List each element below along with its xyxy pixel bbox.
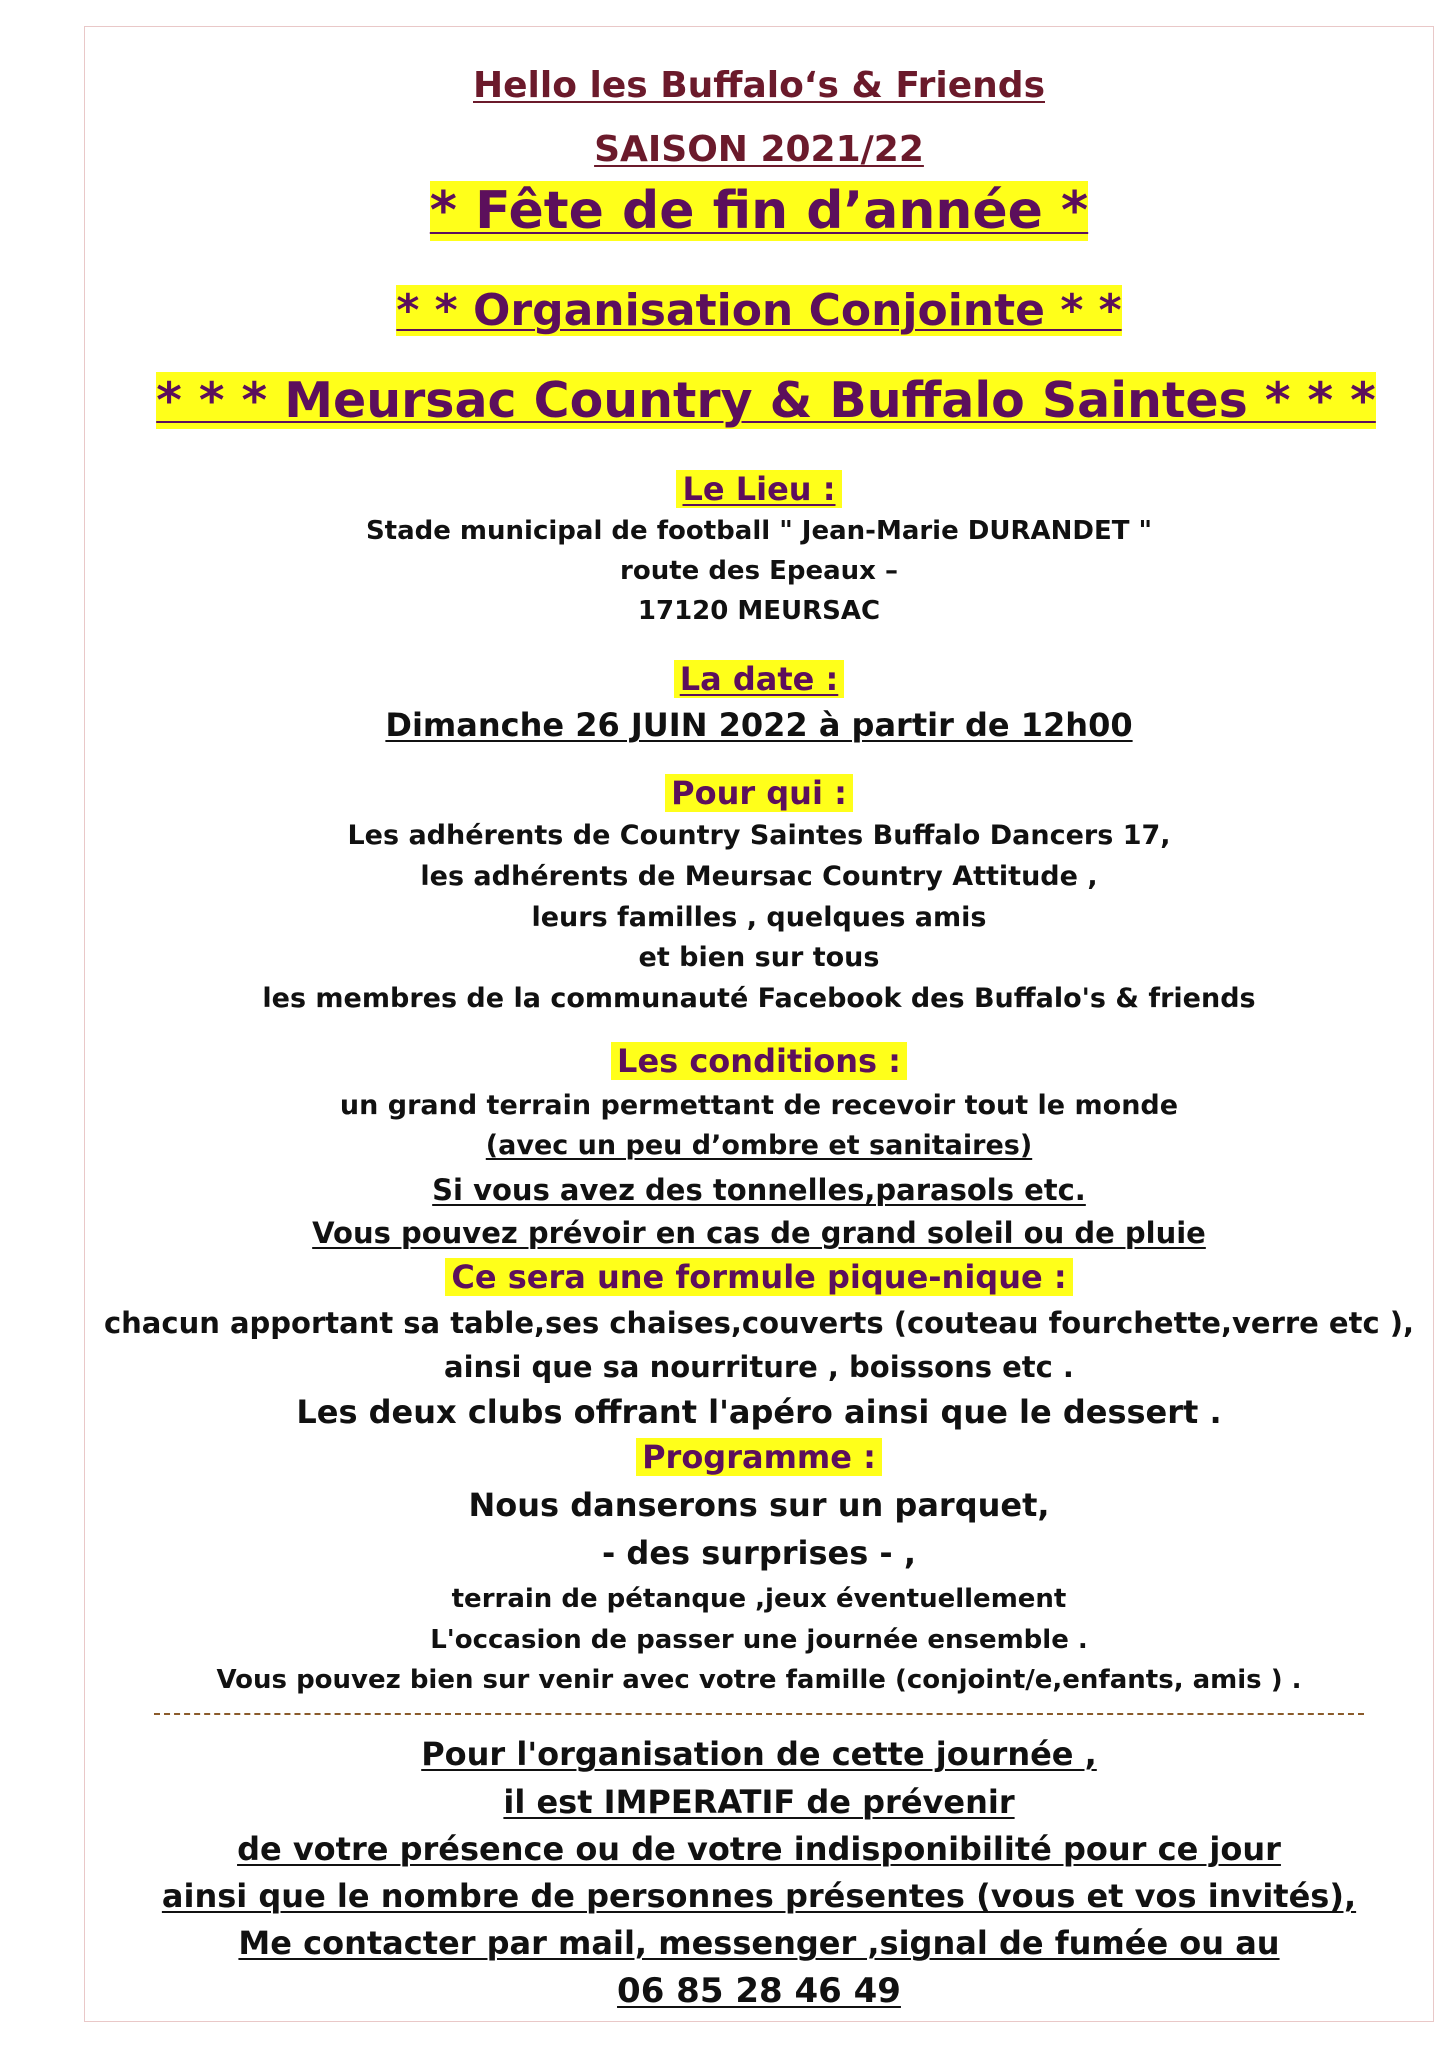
pourqui-line: Les adhérents de Country Saintes Buffalo Dancers 17, <box>347 820 1171 851</box>
pourqui-line: les adhérents de Meursac Country Attitude , <box>420 861 1098 892</box>
conditions-line-4: Vous pouvez prévoir en cas de grand soleil ou de pluie <box>312 1216 1206 1250</box>
phone-number: 06 85 28 46 49 <box>617 1971 901 2011</box>
conditions-line-7: Les deux clubs offrant l'apéro ainsi que le dessert . <box>296 1393 1222 1431</box>
section-pourqui-label: Pour qui : <box>665 774 853 812</box>
pourqui-line: leurs familles , quelques amis <box>531 902 987 933</box>
organisation-title: * * Organisation Conjointe * * <box>396 285 1122 336</box>
season-text: SAISON 2021/22 <box>594 129 924 170</box>
date-value: Dimanche 26 JUIN 2022 à partir de 12h00 <box>385 706 1133 744</box>
pourqui-line: les membres de la communauté Facebook des Buffalo's & friends <box>262 983 1256 1014</box>
conditions-line-1: un grand terrain permettant de recevoir tout le monde <box>339 1090 1179 1121</box>
programme-line-1: Nous danserons sur un parquet, <box>468 1486 1050 1524</box>
section-date-label: La date : <box>674 660 845 698</box>
conditions-line-5: chacun apportant sa table,ses chaises,couverts (couteau fourchette,verre etc ), <box>103 1306 1415 1340</box>
footer-line-5: Me contacter par mail, messenger ,signal de fumée ou au <box>238 1924 1280 1962</box>
lieu-line-2: route des Epeaux – <box>620 556 898 586</box>
conditions-line-3: Si vous avez des tonnelles,parasols etc. <box>432 1173 1086 1207</box>
programme-line-5: Vous pouvez bien sur venir avec votre famille (conjoint/e,enfants, amis ) . <box>216 1665 1302 1695</box>
footer-line-3: de votre présence ou de votre indisponibilité pour ce jour <box>237 1830 1281 1868</box>
greeting-text: Hello les Buffalo‘s & Friends <box>473 65 1045 106</box>
section-programme-label: Programme : <box>636 1438 882 1476</box>
party-title: * Fête de fin d’année * <box>429 181 1089 241</box>
section-conditions-label: Les conditions : <box>611 1042 907 1080</box>
conditions-line-6: ainsi que sa nourriture , boissons etc . <box>444 1350 1074 1384</box>
programme-line-4: L'occasion de passer une journée ensemble . <box>430 1625 1088 1655</box>
footer-line-2: il est IMPERATIF de prévenir <box>503 1783 1015 1821</box>
section-lieu-label: Le Lieu : <box>676 470 841 508</box>
formule-label: Ce sera une formule pique-nique : <box>445 1258 1072 1296</box>
conditions-line-2: (avec un peu d’ombre et sanitaires) <box>485 1130 1033 1161</box>
programme-line-2: - des surprises - , <box>602 1534 916 1572</box>
clubs-title: * * * Meursac Country & Buffalo Saintes * * * <box>156 372 1376 429</box>
lieu-line-1: Stade municipal de football " Jean-Marie DURANDET " <box>365 516 1153 546</box>
footer-line-1: Pour l'organisation de cette journée , <box>421 1735 1097 1773</box>
programme-line-3: terrain de pétanque ,jeux éventuellement <box>451 1584 1067 1614</box>
footer-line-4: ainsi que le nombre de personnes présentes (vous et vos invités), <box>161 1877 1357 1915</box>
lieu-line-3: 17120 MEURSAC <box>637 596 881 626</box>
dashed-divider <box>154 1713 1364 1715</box>
pourqui-line: et bien sur tous <box>638 942 880 973</box>
